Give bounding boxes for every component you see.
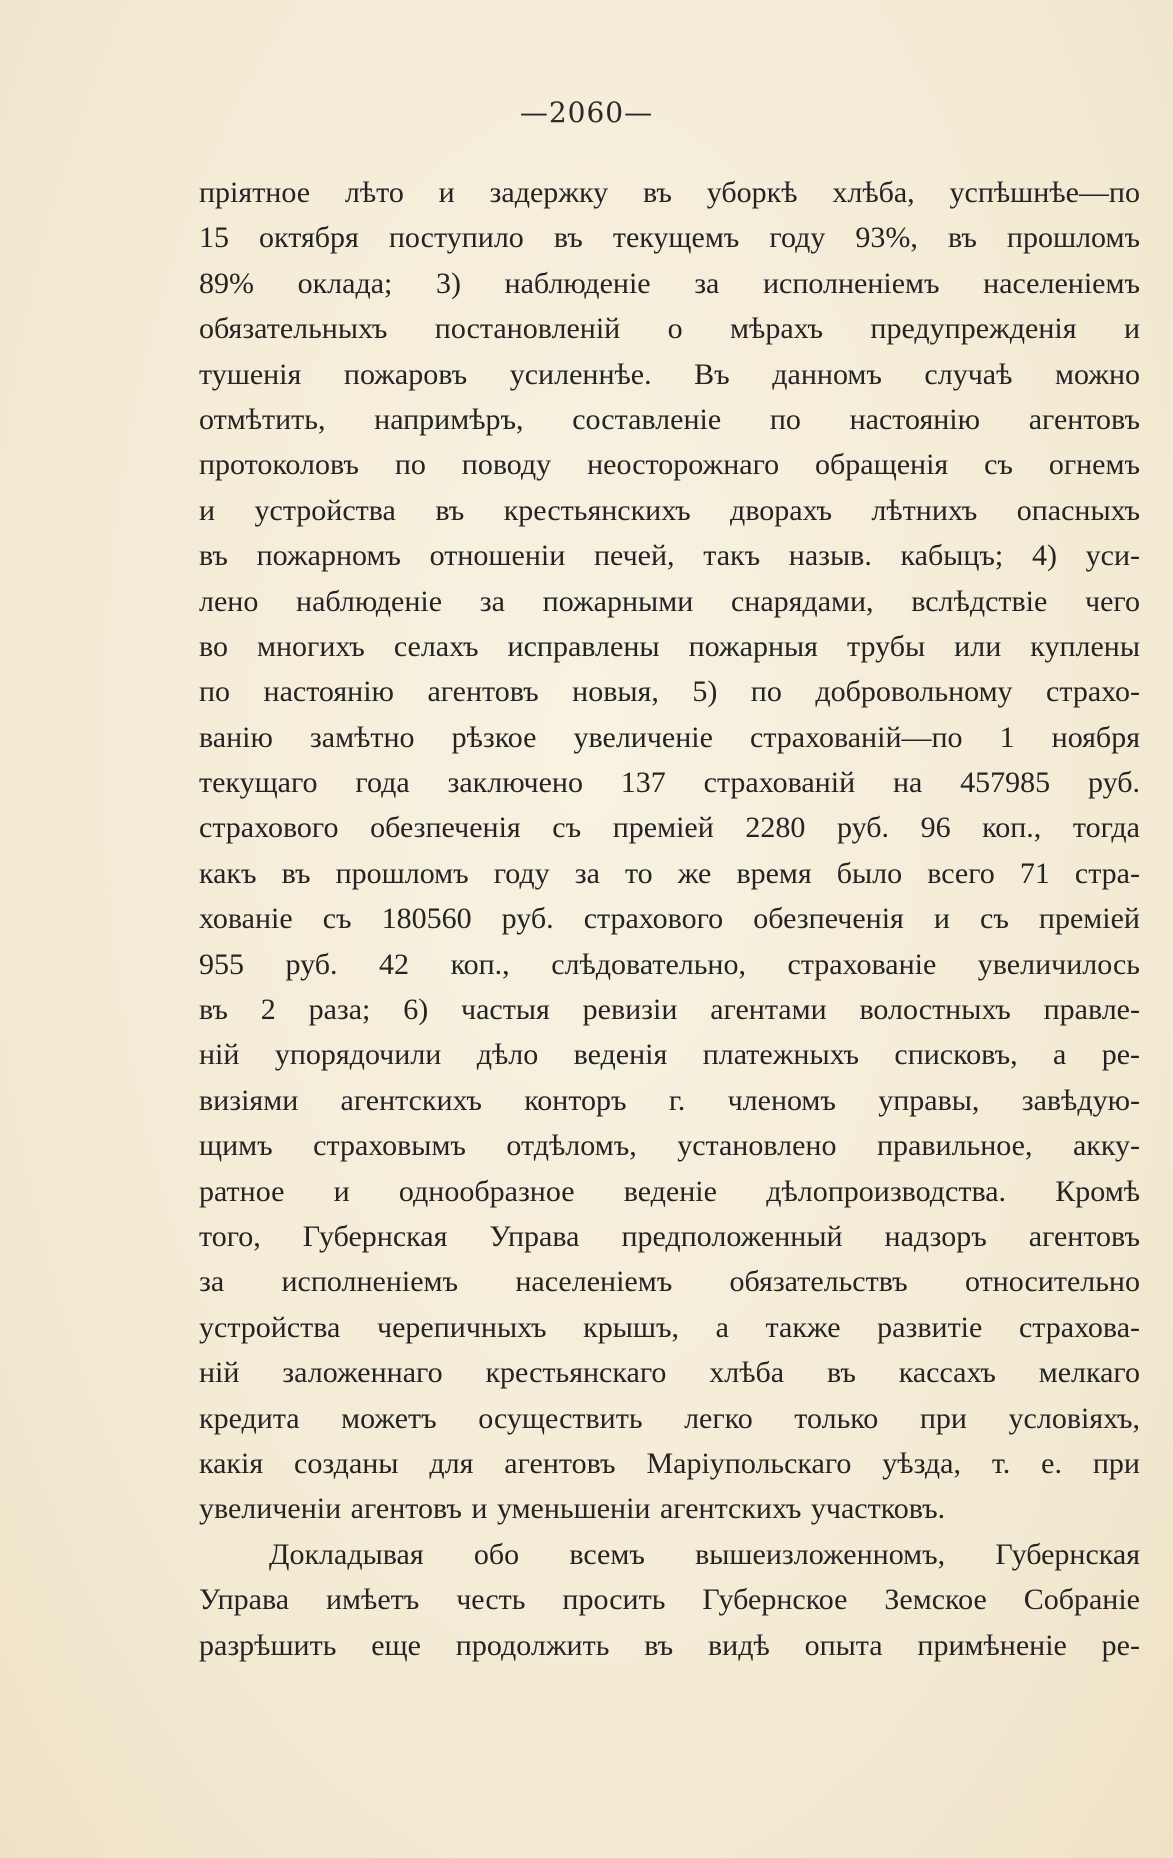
text-line: въ пожарномъ отношеніи печей, такъ назыв. кабыцъ; 4) уси- (199, 539, 1140, 573)
text-line: разрѣшить еще продолжить въ видѣ опыта примѣненіе ре- (199, 1628, 1140, 1662)
body-text (199, 170, 1140, 1668)
text-line: 15 октября поступило въ текущемъ году 93%, въ прошломъ (199, 221, 1140, 255)
text-line: лено наблюденіе за пожарными снарядами, вслѣдствіе чего (199, 584, 1140, 618)
text-line-paragraph-end: увеличеніи агентовъ и уменьшеніи агентскихъ участковъ. (199, 1492, 946, 1526)
text-line: страхового обезпеченія съ преміей 2280 руб. 96 коп., тогда (199, 811, 1140, 845)
text-line: кредита можетъ осуществить легко только при условіяхъ, (199, 1401, 1140, 1435)
page-number: —2060— (519, 96, 654, 129)
text-line: щимъ страховымъ отдѣломъ, установлено правильное, акку- (199, 1129, 1140, 1163)
text-line: какія созданы для агентовъ Маріупольскаго уѣзда, т. е. при (199, 1446, 1140, 1480)
text-line: отмѣтить, напримѣръ, составленіе по настоянію агентовъ (199, 402, 1140, 436)
text-line: того, Губернская Управа предположенный надзоръ агентовъ (199, 1219, 1140, 1253)
text-line: Управа имѣетъ честь просить Губернское Земское Собраніе (199, 1583, 1140, 1617)
text-line: ній упорядочили дѣло веденія платежныхъ списковъ, а ре- (199, 1038, 1140, 1072)
text-line: ратное и однообразное веденіе дѣлопроизводства. Кромѣ (199, 1174, 1140, 1208)
text-line: и устройства въ крестьянскихъ дворахъ лѣтнихъ опасныхъ (199, 493, 1140, 527)
text-line-paragraph-start: Докладывая обо всемъ вышеизложенномъ, Губернская (269, 1537, 1140, 1571)
text-line: въ 2 раза; 6) частыя ревизіи агентами волостныхъ правле- (199, 993, 1140, 1027)
text-line: 89% оклада; 3) наблюденіе за исполненіемъ населеніемъ (199, 266, 1140, 300)
text-line: за исполненіемъ населеніемъ обязательствъ относительно (199, 1265, 1140, 1299)
text-line: ній заложеннаго крестьянскаго хлѣба въ кассахъ мелкаго (199, 1356, 1140, 1390)
text-line: хованіе съ 180560 руб. страхового обезпеченія и съ преміей (199, 902, 1140, 936)
text-line: текущаго года заключено 137 страхованій на 457985 руб. (199, 766, 1140, 800)
text-line: протоколовъ по поводу неосторожнаго обращенія съ огнемъ (199, 448, 1140, 482)
text-line: по настоянію агентовъ новыя, 5) по добровольному страхо- (199, 675, 1140, 709)
text-line: визіями агентскихъ конторъ г. членомъ управы, завѣдую- (199, 1083, 1140, 1117)
text-line: какъ въ прошломъ году за то же время было всего 71 стра- (199, 856, 1140, 890)
text-line: во многихъ селахъ исправлены пожарныя трубы или куплены (199, 629, 1140, 663)
text-line: пріятное лѣто и задержку въ уборкѣ хлѣба, успѣшнѣе—по (199, 176, 1140, 209)
text-line: тушенія пожаровъ усиленнѣе. Въ данномъ случаѣ можно (199, 357, 1140, 391)
text-line: устройства черепичныхъ крышъ, а также развитіе страхова- (199, 1310, 1140, 1344)
text-line: обязательныхъ постановленій о мѣрахъ предупрежденія и (199, 312, 1140, 346)
text-line: ванію замѣтно рѣзкое увеличеніе страхованій—по 1 ноября (199, 720, 1140, 754)
text-line: 955 руб. 42 коп., слѣдовательно, страхованіе увеличилось (199, 947, 1140, 981)
